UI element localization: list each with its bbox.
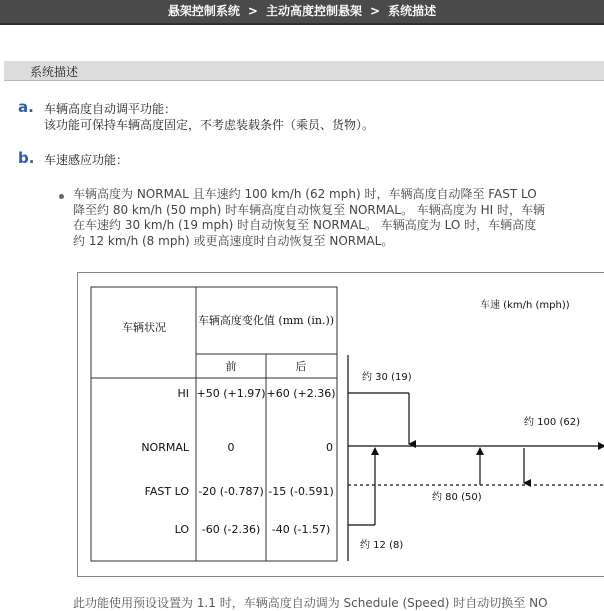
speed-axis-title: 车速 (km/h (mph)) — [480, 300, 570, 311]
title-bar — [0, 0, 604, 25]
item-a-title: 车辆高度自动调平功能： — [44, 102, 177, 116]
figure-canvas — [78, 273, 604, 578]
bullet-line: 在车速约 30 km/h (19 mph) 时自动恢复至 NORMAL。 车辆高度为 LO 时，车辆高度 — [73, 218, 537, 232]
breadcrumb-item[interactable]: 主动高度控制悬架 — [265, 4, 362, 18]
table-header-front: 前 — [225, 360, 237, 373]
table-header-status: 车辆状况 — [122, 321, 166, 334]
breadcrumb-item: 系统描述 — [388, 4, 437, 18]
height-control-figure — [77, 272, 604, 577]
table-cell-rear: -40 (-1.57) — [271, 523, 331, 536]
table-cell-front: 0 — [227, 441, 235, 454]
bullet-line: 车辆高度为 NORMAL 且车速约 100 km/h (62 mph) 时，车辆高度自动降至 FAST LO — [73, 187, 537, 201]
table-header-change: 车辆高度变化值 (mm (in.)) — [197, 314, 335, 327]
breadcrumb-item[interactable]: 悬架控制系统 — [167, 4, 240, 18]
item-letter-b: b. — [18, 149, 35, 167]
breadcrumb-separator: > — [370, 4, 381, 18]
bottom-paragraph: 此功能使用预设设置为 1.1 时，车辆高度自动调为 Schedule (Speed) 时自动切换至 NO — [73, 596, 548, 610]
breadcrumb-separator: > — [247, 4, 258, 18]
table-cell-front: -60 (-2.36) — [201, 523, 261, 536]
item-b-title: 车速感应功能： — [44, 153, 129, 167]
item-a-body: 该功能可保持车辆高度固定，不考虑装载条件（乘员、货物）。 — [44, 118, 375, 132]
label-80: 约 80 (50) — [432, 492, 482, 503]
table-cell-rear: 0 — [326, 441, 333, 454]
bullet-line: 降至约 80 km/h (50 mph) 时车辆高度自动恢复至 NORMAL。 车辆高度为 HI 时，车辆 — [73, 202, 546, 217]
bullet-paragraph — [73, 187, 545, 249]
table-cell-front: -20 (-0.787) — [198, 485, 264, 498]
breadcrumb — [0, 0, 604, 23]
table-row-state: HI — [177, 387, 189, 400]
section-header — [4, 61, 604, 81]
label-100: 约 100 (62) — [524, 417, 580, 428]
table-header-rear: 后 — [295, 360, 307, 373]
item-letter-a: a. — [18, 98, 34, 116]
table-cell-rear: +60 (+2.36) — [266, 387, 336, 400]
table-cell-rear: -15 (-0.591) — [268, 485, 334, 498]
table-row-state: LO — [174, 523, 189, 536]
bullet-line: 约 12 km/h (8 mph) 或更高速度时自动恢复至 NORMAL。 — [73, 233, 394, 248]
table-row-state: NORMAL — [141, 441, 189, 454]
label-30: 约 30 (19) — [362, 372, 412, 383]
section-title: 系统描述 — [30, 65, 79, 79]
speed-diagram — [348, 355, 604, 561]
bullet-icon — [59, 194, 64, 199]
label-12: 约 12 (8) — [360, 540, 404, 551]
table-row-state: FAST LO — [144, 485, 189, 498]
table-cell-front: +50 (+1.97) — [196, 387, 266, 400]
